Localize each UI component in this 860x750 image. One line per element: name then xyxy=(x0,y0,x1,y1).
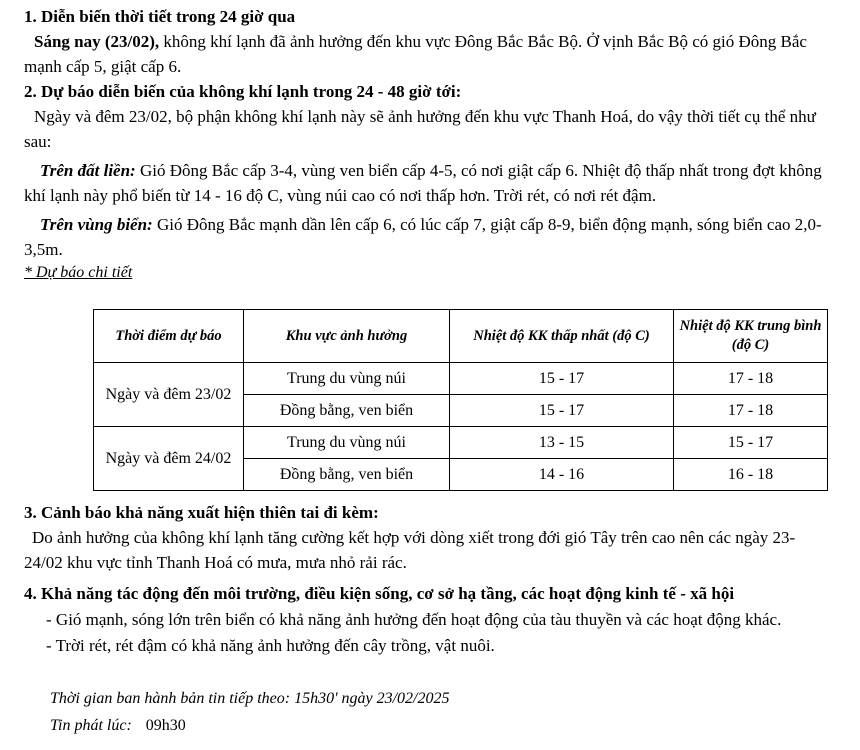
area-cell: Đồng bằng, ven biển xyxy=(244,459,450,491)
section2-intro: Ngày và đêm 23/02, bộ phận không khí lạnh này sẽ ảnh hưởng đến khu vực Thanh Hoá, do vậy thời tiết cụ thể như sau: xyxy=(24,107,816,151)
bulletin-lower xyxy=(24,500,824,738)
time-cell: Ngày và đêm 24/02 xyxy=(94,427,244,491)
min-temp-cell: 13 - 15 xyxy=(450,427,674,459)
avg-temp-cell: 17 - 18 xyxy=(674,395,828,427)
land-label: Trên đất liền: xyxy=(40,161,136,180)
section4-item2: - Trời rét, rét đậm có khả năng ảnh hưởng đến cây trồng, vật nuôi. xyxy=(46,636,495,655)
avg-temp-cell: 15 - 17 xyxy=(674,427,828,459)
min-temp-cell: 14 - 16 xyxy=(450,459,674,491)
table-header-row xyxy=(94,310,828,363)
section1-lead: Sáng nay (23/02), xyxy=(34,32,160,51)
issued-at xyxy=(24,713,824,738)
section2-title: 2. Dự báo diễn biến của không khí lạnh trong 24 - 48 giờ tới: xyxy=(24,82,462,101)
min-temp-cell: 15 - 17 xyxy=(450,395,674,427)
section1-body xyxy=(24,29,824,79)
avg-temp-cell: 16 - 18 xyxy=(674,459,828,491)
sea-text: Gió Đông Bắc mạnh dần lên cấp 6, có lúc cấp 7, giật cấp 8-9, biển động mạnh, sóng biển cao 2,0-3,5m. xyxy=(24,215,822,259)
time-cell: Ngày và đêm 23/02 xyxy=(94,363,244,427)
section4-item1: - Gió mạnh, sóng lớn trên biển có khả năng ảnh hưởng đến hoạt động của tàu thuyền và các hoạt động khác. xyxy=(46,610,782,629)
section4-title: 4. Khả năng tác động đến môi trường, điều kiện sống, cơ sở hạ tầng, các hoạt động kinh tế - xã hội xyxy=(24,584,735,603)
detail-label: * Dự báo chi tiết xyxy=(24,264,133,281)
table-row xyxy=(94,363,828,395)
area-cell: Đồng bằng, ven biển xyxy=(244,395,450,427)
section1-title: 1. Diễn biến thời tiết trong 24 giờ qua xyxy=(24,7,296,26)
table-row xyxy=(94,427,828,459)
header-area: Khu vực ảnh hưởng xyxy=(244,310,450,363)
min-temp-cell: 15 - 17 xyxy=(450,363,674,395)
header-time: Thời điểm dự báo xyxy=(94,310,244,363)
land-text: Gió Đông Bắc cấp 3-4, vùng ven biển cấp 4-5, có nơi giật cấp 6. Nhiệt độ thấp nhất trong đợt không khí lạnh này phổ biến từ 14 - 16 độ C, vùng núi cao có nơi thấp hơn. Trời rét, có nơi rét đậm. xyxy=(24,161,822,205)
issued-label: Tin phát lúc: xyxy=(50,717,132,734)
section3-body: Do ảnh hưởng của không khí lạnh tăng cường kết hợp với dòng xiết trong đới gió Tây trên cao nên các ngày 23-24/02 khu vực tỉnh Thanh Hoá có mưa, mưa nhỏ rải rác. xyxy=(24,528,796,572)
bulletin xyxy=(24,4,824,284)
section2-sea xyxy=(24,212,824,262)
header-min-temp: Nhiệt độ KK thấp nhất (độ C) xyxy=(450,310,674,363)
area-cell: Trung du vùng núi xyxy=(244,427,450,459)
section1-text: không khí lạnh đã ảnh hưởng đến khu vực Đông Bắc Bắc Bộ. Ở vịnh Bắc Bộ có gió Đông Bắc mạnh cấp 5, giật cấp 6. xyxy=(24,32,807,76)
avg-temp-cell: 17 - 18 xyxy=(674,363,828,395)
next-issue-time: Thời gian ban hành bản tin tiếp theo: 15h30' ngày 23/02/2025 xyxy=(50,690,450,707)
issued-time: 09h30 xyxy=(145,717,186,734)
header-avg-temp: Nhiệt độ KK trung bình (độ C) xyxy=(674,310,828,363)
section3-title: 3. Cảnh báo khả năng xuất hiện thiên tai đi kèm: xyxy=(24,503,379,522)
sea-label: Trên vùng biển: xyxy=(40,215,153,234)
forecast-table xyxy=(93,309,828,491)
area-cell: Trung du vùng núi xyxy=(244,363,450,395)
section2-land xyxy=(24,158,824,208)
